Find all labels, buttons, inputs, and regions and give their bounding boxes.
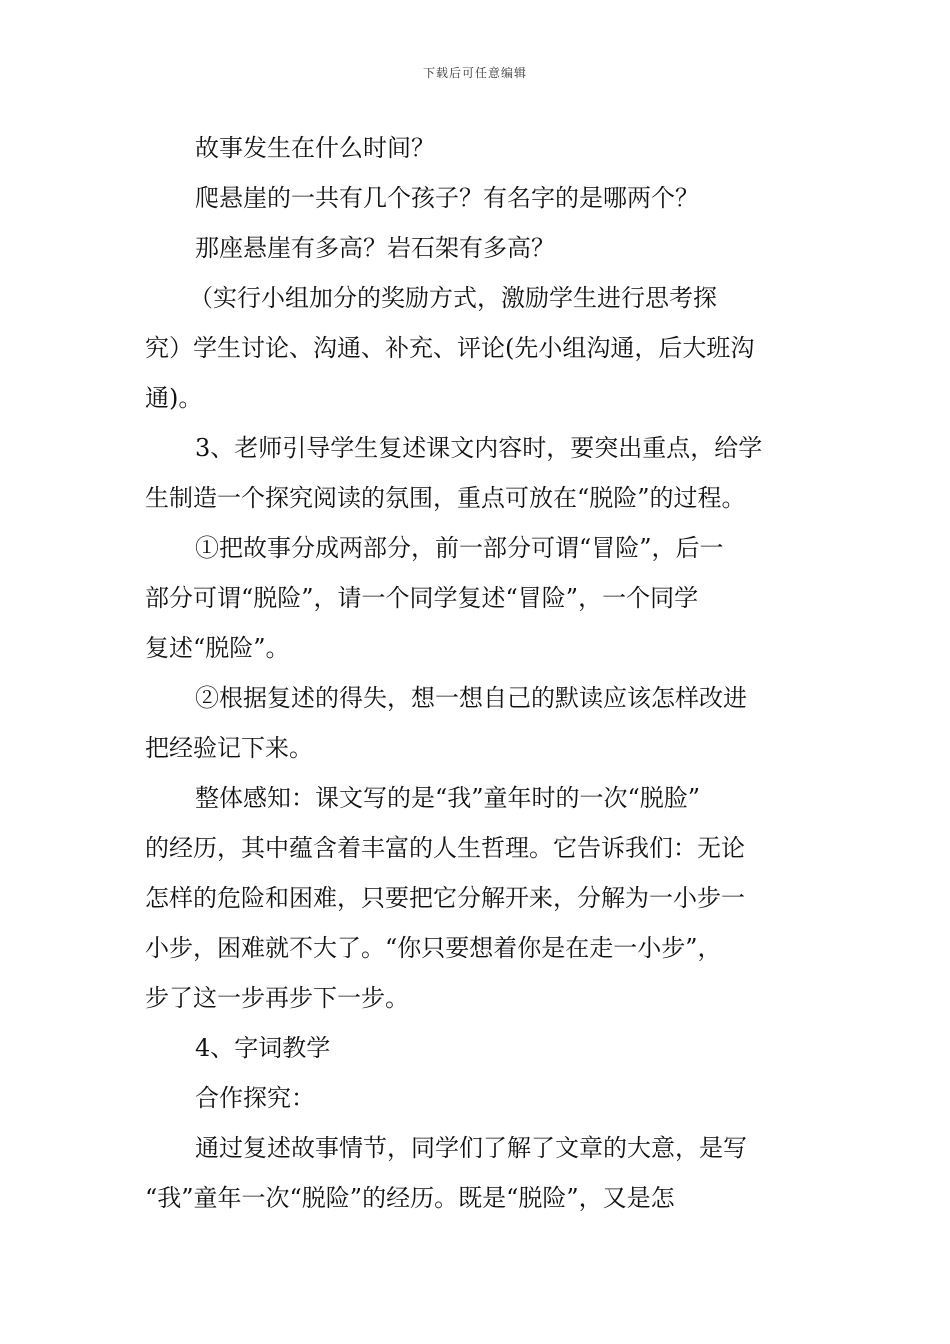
text-line: 故事发生在什么时间？ bbox=[195, 134, 435, 162]
text-line: 小步，困难就不大了。“你只要想着你是在走一小步”， bbox=[145, 934, 722, 962]
text-line: 复述“脱险”。 bbox=[145, 634, 290, 662]
text-line: 合作探究： bbox=[195, 1084, 315, 1112]
text-line: 部分可谓“脱险”，请一个同学复述“冒险”，一个同学 bbox=[145, 584, 699, 612]
page-header: 下载后可任意编辑 bbox=[422, 66, 527, 80]
text-line: 通过复述故事情节，同学们了解了文章的大意，是写 bbox=[195, 1134, 747, 1162]
text-line: 那座悬崖有多高？岩石架有多高？ bbox=[195, 234, 555, 262]
text-line: 究）学生讨论、沟通、补充、评论(先小组沟通，后大班沟 bbox=[145, 334, 755, 362]
text-line: 4、字词教学 bbox=[195, 1034, 331, 1062]
text-line: 整体感知：课文写的是“我”童年时的一次“脱脸” bbox=[195, 784, 701, 812]
text-line: ②根据复述的得失，想一想自己的默读应该怎样改进 bbox=[195, 684, 747, 712]
document-body bbox=[145, 123, 807, 1223]
text-line: 3、老师引导学生复述课文内容时，要突出重点，给学 bbox=[195, 434, 763, 462]
text-line: “我”童年一次“脱险”的经历。既是“脱险”，又是怎 bbox=[145, 1184, 675, 1212]
text-line: 爬悬崖的一共有几个孩子？有名字的是哪两个？ bbox=[195, 184, 699, 212]
text-line: 把经验记下来。 bbox=[145, 734, 313, 762]
text-line: ①把故事分成两部分，前一部分可谓“冒险”，后一 bbox=[195, 534, 724, 562]
text-line: 生制造一个探究阅读的氛围，重点可放在“脱险”的过程。 bbox=[145, 484, 746, 512]
text-line: 怎样的危险和困难，只要把它分解开来，分解为一小步一 bbox=[145, 884, 745, 912]
text-line: 通)。 bbox=[145, 384, 203, 412]
text-line: （实行小组加分的奖励方式，激励学生进行思考探 bbox=[189, 284, 717, 312]
text-line: 的经历，其中蕴含着丰富的人生哲理。它告诉我们：无论 bbox=[145, 834, 745, 862]
text-line: 步了这一步再步下一步。 bbox=[145, 984, 409, 1012]
